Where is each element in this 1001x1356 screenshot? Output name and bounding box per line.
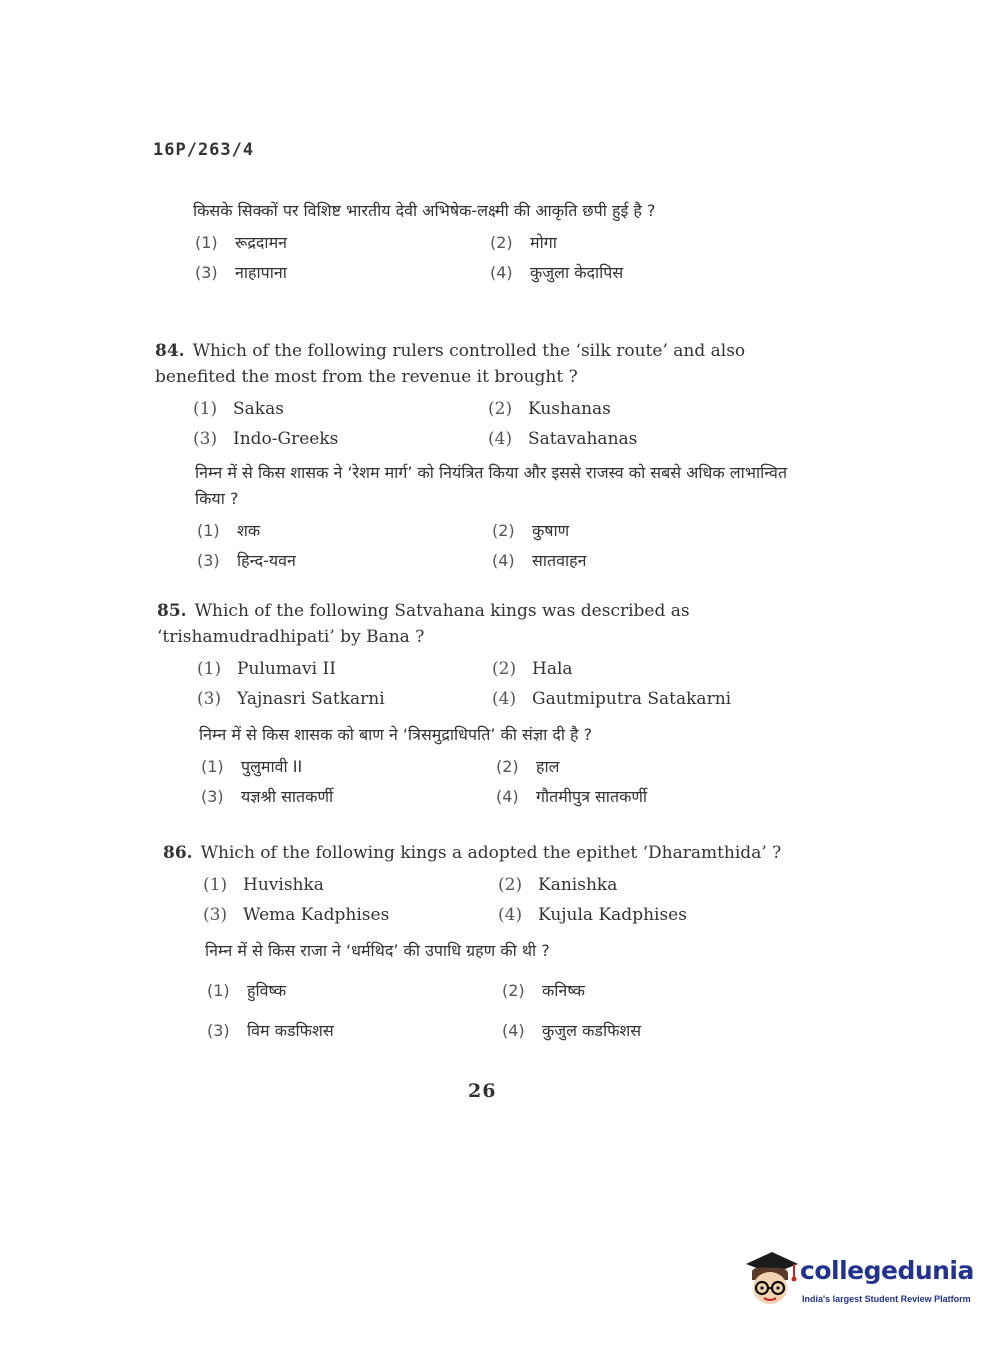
option-3: (3) Wema Kadphises [203,905,390,925]
question-text: किसके सिक्कों पर विशिष्ट भारतीय देवी अभिषेक-लक्ष्मी की आकृति छपी हुई है ? [193,201,656,220]
option-2: (2) Kanishka [498,875,618,895]
option-1: (1) रूद्रदामन [195,233,288,252]
paper-code: 16P/263/4 [153,140,255,160]
option-3: (3) हिन्द-यवन [197,551,296,570]
question-text: 86. Which of the following kings a adopted the epithet ‘Dharamthida’ ? [163,843,782,863]
logo-wordmark: collegedunia [800,1256,974,1285]
student-face-icon [742,1250,800,1314]
options [197,518,795,574]
option-2: (2) कुषाण [492,521,570,540]
option-4: (4) सातवाहन [492,551,587,570]
option-1: (1) पुलुमावी II [201,757,303,776]
options [203,872,793,928]
question-83-hindi [193,198,793,286]
question-84 [155,338,785,452]
page-number: 26 [468,1080,497,1102]
logo-tagline: India's largest Student Review Platform [802,1294,971,1304]
option-1: (1) शक [197,521,261,540]
question-85-hindi [199,722,799,810]
question-text: निम्न में से किस शासक को बाण ने ‘त्रिसमुद्राधिपति’ की संज्ञा दी है ? [199,725,593,744]
options [195,230,793,286]
question-text: निम्न में से किस राजा ने ‘धर्मथिद’ की उपाधि ग्रहण की थी ? [205,941,550,960]
question-84-hindi [195,460,795,574]
option-4: (4) Kujula Kadphises [498,905,687,925]
question-text: 84. Which of the following rulers controlled the ‘silk route’ and also benefited the most from the revenue it brought ? [155,341,746,387]
option-2: (2) Kushanas [488,399,611,419]
question-86 [163,840,793,928]
question-text: 85. Which of the following Satvahana kings was described as ‘trishamudradhipati’ by Bana ? [157,601,690,647]
options [197,656,787,712]
option-3: (3) नाहापाना [195,263,287,282]
question-86-hindi [205,938,805,1044]
options [207,978,805,1044]
option-4: (4) गौतमीपुत्र सातकर्णी [496,787,648,806]
options [193,396,785,452]
option-4: (4) कुजुला केदापिस [490,263,624,282]
option-2: (2) हाल [496,757,560,776]
option-4: (4) Satavahanas [488,429,638,449]
option-1: (1) Huvishka [203,875,324,895]
option-1: (1) Pulumavi II [197,659,336,679]
option-2: (2) Hala [492,659,573,679]
options [201,754,799,810]
option-2: (2) मोगा [490,233,557,252]
option-3: (3) विम कडफिशस [207,1021,334,1040]
option-4: (4) Gautmiputra Satakarni [492,689,732,709]
option-2: (2) कनिष्क [502,981,585,1000]
option-3: (3) Yajnasri Satkarni [197,689,385,709]
option-4: (4) कुजुल कडफिशस [502,1021,642,1040]
option-1: (1) हुविष्क [207,981,287,1000]
option-3: (3) Indo-Greeks [193,429,339,449]
collegedunia-logo[interactable] [742,1250,972,1314]
option-3: (3) यज्ञश्री सातकर्णी [201,787,334,806]
option-1: (1) Sakas [193,399,284,419]
question-text: निम्न में से किस शासक ने ‘रेशम मार्ग’ को नियंत्रित किया और इससे राजस्व को सबसे अधिक लाभान्वित किया ? [195,463,788,508]
question-85 [157,598,787,712]
